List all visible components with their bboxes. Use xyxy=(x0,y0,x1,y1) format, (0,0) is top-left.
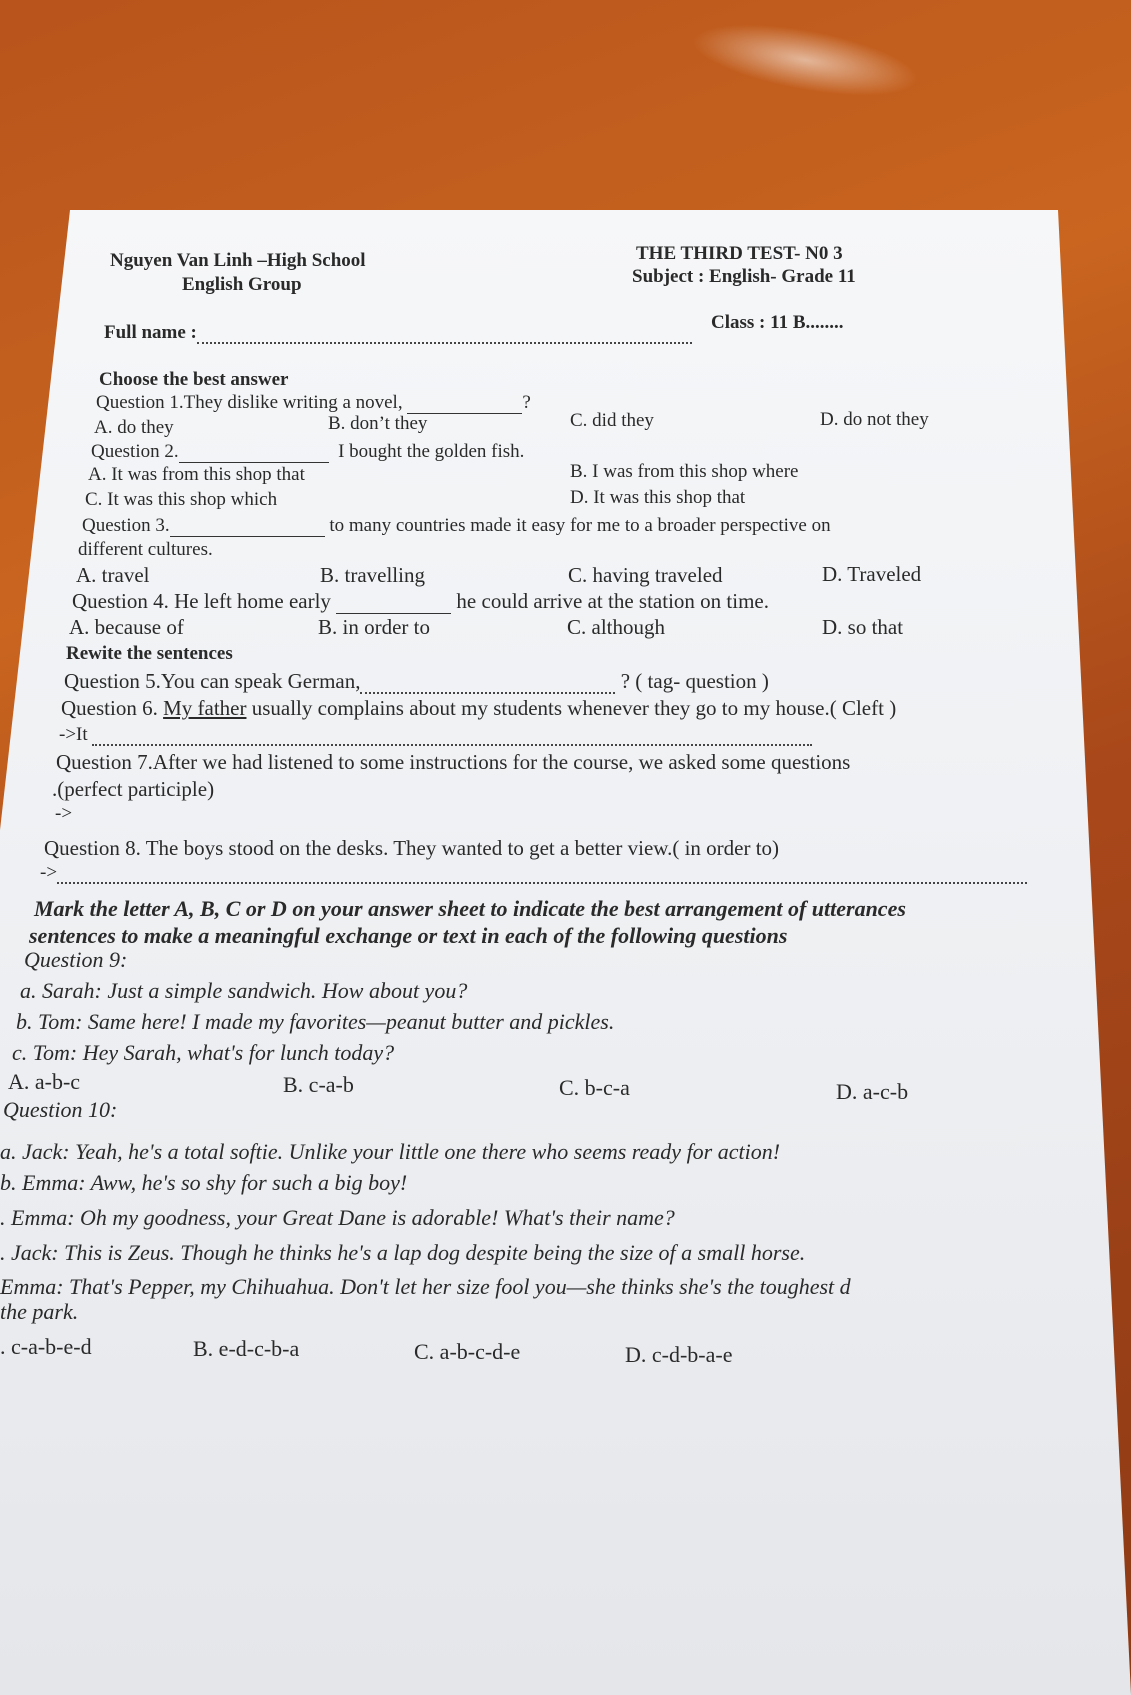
q10-line-e: Emma: That's Pepper, my Chihuahua. Don't let her size fool you—she thinks she's the toughest d xyxy=(0,1274,851,1299)
q9-option-b[interactable] xyxy=(283,1072,354,1098)
q9-option-c[interactable] xyxy=(559,1075,630,1101)
q9-option-b-label: B. c-a-b xyxy=(283,1072,354,1097)
q9-option-a-label: A. a-b-c xyxy=(8,1069,81,1094)
q4-text-a: Question 4. He left home early xyxy=(72,589,337,613)
q4-option-a[interactable]: A. because of xyxy=(69,615,184,639)
section3-title-line2: sentences to make a meaningful exchange or text in each of the following questions xyxy=(29,923,788,948)
q10-option-a[interactable] xyxy=(0,1334,92,1360)
q9-option-d[interactable] xyxy=(836,1079,908,1105)
q10-option-d[interactable] xyxy=(625,1342,733,1368)
q5-answer-blank[interactable] xyxy=(360,692,615,694)
subject-line: Subject : English- Grade 11 xyxy=(632,266,856,287)
full-name-label: Full name : xyxy=(104,322,197,343)
q10-line-d: . Jack: This is Zeus. Though he thinks he's a lap dog despite being the size of a small horse. xyxy=(0,1240,806,1265)
q4-text-b: he could arrive at the station on time. xyxy=(451,589,769,613)
section1-title: Choose the best answer xyxy=(99,369,289,390)
q1-option-b[interactable]: B. don’t they xyxy=(328,413,428,434)
q7-stem: Question 7.After we had listened to some instructions for the course, we asked some questions xyxy=(56,750,851,774)
q6-stem xyxy=(61,696,896,721)
section2-title: Rewite the sentences xyxy=(66,643,233,664)
q7-arrow: -> xyxy=(55,803,73,824)
q6-arrow: ->It xyxy=(59,724,88,745)
q2-text-b: I bought the golden fish. xyxy=(338,441,525,462)
q8-arrow: -> xyxy=(40,862,58,883)
q10-line-a: a. Jack: Yeah, he's a total softie. Unlike your little one there who seems ready for action! xyxy=(0,1139,781,1164)
q2-stem xyxy=(91,441,524,463)
q10-line-e-continued: the park. xyxy=(0,1299,79,1324)
q4-option-c[interactable]: C. although xyxy=(567,615,665,639)
q10-line-b: b. Emma: Aww, he's so shy for such a big boy! xyxy=(0,1170,408,1195)
q4-stem xyxy=(72,589,769,614)
q6-answer-blank[interactable] xyxy=(92,744,812,746)
q10-option-c[interactable] xyxy=(414,1339,520,1365)
q3-text-b: to many countries made it easy for me to a broader perspective on xyxy=(324,515,831,536)
q8-answer-line xyxy=(40,862,1027,884)
q1-stem xyxy=(96,392,531,414)
test-title: THE THIRD TEST- N0 3 xyxy=(636,243,843,264)
q3-blank[interactable] xyxy=(170,536,325,537)
q9-option-c-label: C. b-c-a xyxy=(559,1075,630,1100)
q1-option-d[interactable]: D. do not they xyxy=(820,409,929,430)
q5-stem xyxy=(64,669,769,694)
q6-text-a: Question 6. xyxy=(61,696,164,720)
q6-underlined-phrase: My father xyxy=(163,696,247,720)
q2-option-a[interactable]: A. It was from this shop that xyxy=(88,464,305,485)
q2-option-d[interactable]: D. It was this shop that xyxy=(570,487,746,508)
q9-line-c: c. Tom: Hey Sarah, what's for lunch today? xyxy=(12,1040,395,1065)
q1-text-b: ? xyxy=(522,392,531,413)
q5-text-a: Question 5.You can speak German, xyxy=(64,669,361,693)
q3-stem-continued: different cultures. xyxy=(78,539,213,560)
q9-line-a: a. Sarah: Just a simple sandwich. How about you? xyxy=(20,978,468,1003)
q2-option-c[interactable]: C. It was this shop which xyxy=(85,489,278,510)
q7-hint: .(perfect participle) xyxy=(52,777,215,801)
q10-option-d-label: D. c-d-b-a-e xyxy=(625,1342,733,1367)
class-label: Class : 11 B........ xyxy=(711,312,844,333)
q9-line-b: b. Tom: Same here! I made my favorites—peanut butter and pickles. xyxy=(16,1009,615,1034)
q2-text-a: Question 2. xyxy=(91,441,179,462)
q6-answer-line xyxy=(59,724,812,746)
q8-stem: Question 8. The boys stood on the desks. They wanted to get a better view.( in order to) xyxy=(44,836,780,860)
full-name-blank[interactable] xyxy=(197,342,692,344)
q3-option-d[interactable]: D. Traveled xyxy=(822,562,922,586)
light-glare xyxy=(687,10,924,109)
full-name-field xyxy=(104,322,692,344)
q5-text-b: ? ( tag- question ) xyxy=(615,669,769,693)
q4-option-b[interactable]: B. in order to xyxy=(318,615,430,639)
q6-text-b: usually complains about my students whenever they go to my house.( Cleft ) xyxy=(246,696,897,720)
q3-option-a[interactable]: A. travel xyxy=(76,563,150,587)
q1-option-a[interactable]: A. do they xyxy=(94,417,174,438)
q9-option-a[interactable] xyxy=(8,1069,80,1095)
q3-stem xyxy=(82,515,831,537)
q1-text-a: Question 1.They dislike writing a novel, xyxy=(96,392,408,413)
q9-title: Question 9: xyxy=(24,947,128,972)
q4-option-d[interactable]: D. so that xyxy=(822,615,904,639)
q10-option-b[interactable] xyxy=(193,1336,299,1362)
school-name: Nguyen Van Linh –High School xyxy=(110,250,366,271)
q8-answer-blank[interactable] xyxy=(57,882,1027,884)
q1-option-c[interactable]: C. did they xyxy=(570,410,654,431)
q3-text-a: Question 3. xyxy=(82,515,170,536)
section3-title-line1: Mark the letter A, B, C or D on your answer sheet to indicate the best arrangement of utterances xyxy=(34,896,906,921)
q10-option-c-label: C. a-b-c-d-e xyxy=(414,1339,521,1364)
q10-option-b-label: B. e-d-c-b-a xyxy=(193,1336,300,1361)
q10-title: Question 10: xyxy=(3,1097,118,1122)
q2-option-b[interactable]: B. I was from this shop where xyxy=(570,461,799,482)
q10-option-a-label: . c-a-b-e-d xyxy=(0,1334,92,1359)
q10-line-c: . Emma: Oh my goodness, your Great Dane is adorable! What's their name? xyxy=(0,1205,675,1230)
q4-blank[interactable] xyxy=(336,613,451,614)
q9-option-d-label: D. a-c-b xyxy=(836,1079,909,1104)
q3-option-c[interactable]: C. having traveled xyxy=(568,563,723,587)
q2-blank[interactable] xyxy=(179,462,329,463)
group-name: English Group xyxy=(182,274,302,295)
q3-option-b[interactable]: B. travelling xyxy=(320,563,425,587)
q7-answer-line xyxy=(55,803,72,825)
